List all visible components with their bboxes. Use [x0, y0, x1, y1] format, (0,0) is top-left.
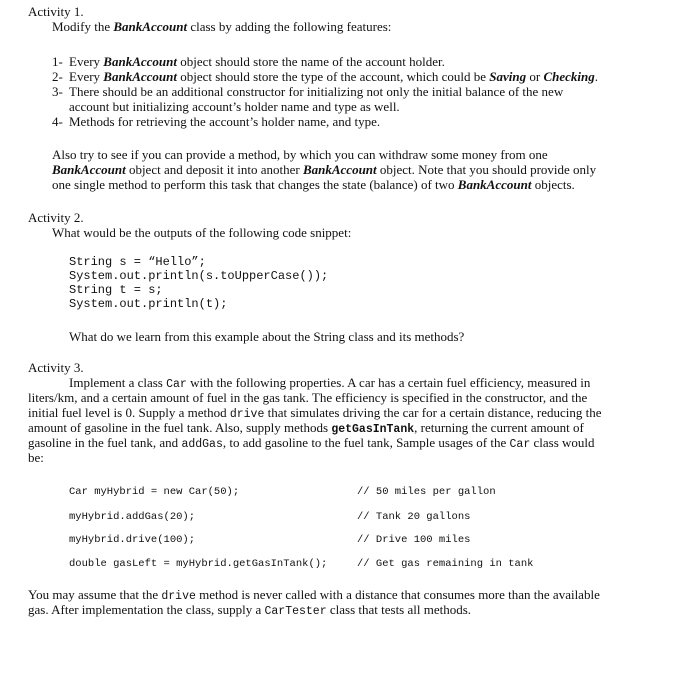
list-item-number: 1-: [52, 54, 63, 69]
activity-3-para-line: gasoline in the fuel tank, and addGas, to add gasoline to the fuel tank, Sample usages of the Car class would: [28, 435, 595, 451]
list-item-number: 3-: [52, 84, 63, 99]
code-line: myHybrid.drive(100);: [69, 534, 196, 546]
activity-2-question: What would be the outputs of the following code snippet:: [52, 225, 352, 240]
activity-3-para-line: Implement a class Car with the following properties. A car has a certain fuel efficiency, measured in: [69, 375, 591, 391]
activity-1-also-line1: Also try to see if you can provide a method, by which you can withdraw some money from one: [52, 147, 548, 162]
list-item: Every BankAccount object should store the name of the account holder.: [69, 54, 445, 69]
code-comment: // Get gas remaining in tank: [357, 558, 534, 570]
activity-3-after-line: gas. After implementation the class, supply a CarTester class that tests all methods.: [28, 602, 472, 618]
activity-2-heading: Activity 2.: [28, 210, 84, 225]
activity-1-intro: Modify the BankAccount class by adding the following features:: [52, 19, 392, 34]
activity-3-para-line: liters/km, and a certain amount of fuel in the gas tank. The efficiency is specified in the constructor, and the: [28, 390, 588, 405]
activity-3-para-line: be:: [28, 450, 44, 465]
activity-1-also-line3: one single method to perform this task that changes the state (balance) of two BankAccount objects.: [52, 177, 575, 192]
list-item-number: 4-: [52, 114, 63, 129]
code-line: System.out.println(t);: [69, 297, 228, 311]
activity-1-heading: Activity 1.: [28, 4, 84, 19]
list-item-number: 2-: [52, 69, 63, 84]
list-item: Every BankAccount object should store the type of the account, which could be Saving or Checking.: [69, 69, 598, 84]
activity-1-also-line2: BankAccount object and deposit it into another BankAccount object. Note that you should provide only: [52, 162, 597, 177]
activity-3-para-line: amount of gasoline in the fuel tank. Also, supply methods getGasInTank, returning the current amount of: [28, 420, 584, 436]
code-line: String t = s;: [69, 283, 163, 297]
activity-3-heading: Activity 3.: [28, 360, 84, 375]
code-line: double gasLeft = myHybrid.getGasInTank();: [69, 558, 328, 570]
code-line: System.out.println(s.toUpperCase());: [69, 269, 329, 283]
activity-3-para-line: initial fuel level is 0. Supply a method drive that simulates driving the car for a certain distance, reducing the: [28, 405, 602, 421]
activity-2-learn-question: What do we learn from this example about the String class and its methods?: [69, 329, 465, 344]
list-item: There should be an additional constructor for initializing not only the initial balance of the new: [69, 84, 564, 99]
activity-3-assume-line: You may assume that the drive method is never called with a distance that consumes more than the available: [28, 587, 600, 603]
code-line: myHybrid.addGas(20);: [69, 511, 196, 523]
list-item: Methods for retrieving the account’s holder name, and type.: [69, 114, 381, 129]
code-comment: // Tank 20 gallons: [357, 511, 471, 523]
list-item-continuation: account but initializing account’s holder name and type as well.: [69, 99, 400, 114]
code-line: Car myHybrid = new Car(50);: [69, 486, 240, 498]
code-comment: // Drive 100 miles: [357, 534, 471, 546]
code-comment: // 50 miles per gallon: [357, 486, 496, 498]
code-line: String s = “Hello”;: [69, 255, 206, 269]
